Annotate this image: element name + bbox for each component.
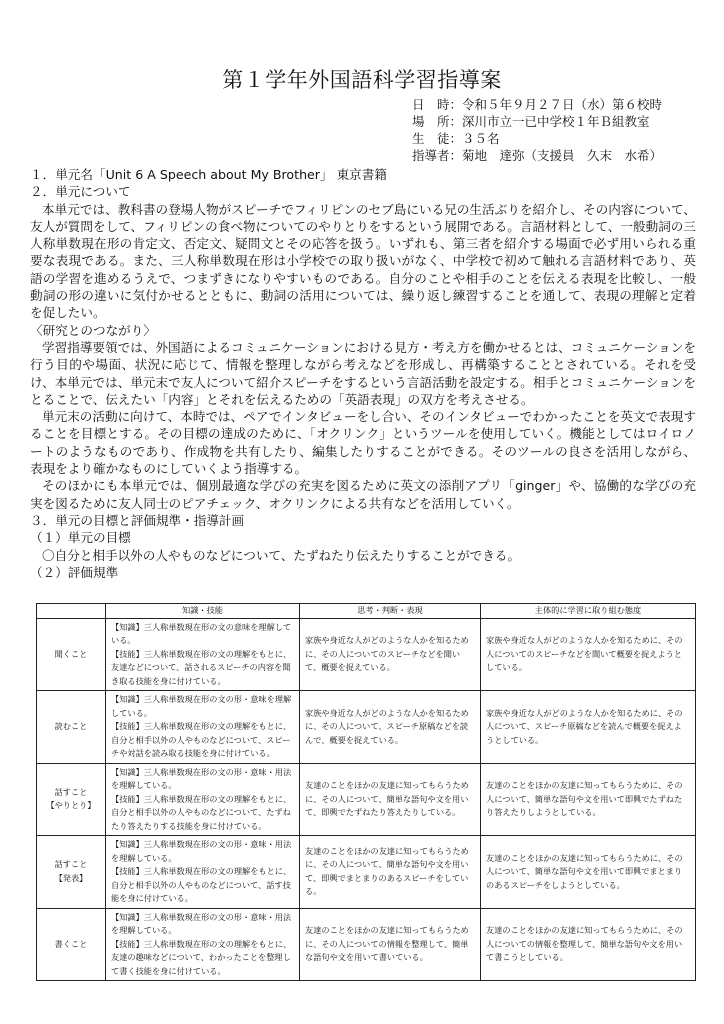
skill-subtype: 【発表】 [54, 872, 88, 883]
attitude-cell: 家族や身近な人がどのような人かを知るために、その人について、スピーチ原稿などを読んで概要を捉えようとしている。 [481, 691, 696, 764]
skill-text: 【技能】三人称単数現在形の文の理解をもとに、自分と相手以外の人やものなどについて、話す技能を身に付けている。 [111, 866, 292, 903]
meta-value: 深川市立一已中学校１年Ｂ組教室 [462, 114, 650, 129]
knowledge-cell [106, 618, 300, 691]
research-paragraph-3: そのほかにも本単元では、個別最適な学びの充実を図るために英文の添削アプリ「ginger」や、協働的な学びの充実を図るために友人同士のピアチェック、オクリンクによる共有などを活用していく。 [30, 478, 696, 511]
evaluation-subheading: （２）評価規準 [30, 564, 119, 580]
table-header: 知識・技能 [106, 604, 300, 619]
thinking-cell: 家族や身近な人がどのような人かを知るために、その人についてのスピーチなどを聞いて、概要を捉えている。 [300, 618, 481, 691]
attitude-cell: 友達のことをほかの友達に知ってもらうために、その人について、簡単な語句や文を用いて即興でたずねたり答えたりしようとしている。 [481, 763, 696, 836]
thinking-cell: 友達のことをほかの友達に知ってもらうために、その人について、簡単な語句や文を用いて、即興でまとまりのあるスピーチをしている。 [300, 836, 481, 909]
knowledge-cell [106, 908, 300, 981]
meta-value: 令和５年９月２７日（水）第６校時 [462, 97, 663, 112]
table-row [37, 763, 696, 836]
document-body [30, 166, 696, 581]
table-header [37, 604, 106, 619]
skill-cell [37, 836, 106, 909]
table-row [37, 836, 696, 909]
evaluation-table [36, 603, 696, 981]
meta-students [412, 130, 662, 147]
skill-cell: 書くこと [37, 908, 106, 981]
attitude-cell: 家族や身近な人がどのような人かを知るために、その人についてのスピーチなどを聞いて概要を捉えようとしている。 [481, 618, 696, 691]
thinking-cell: 友達のことをほかの友達に知ってもらうために、その人についての情報を整理して、簡単な語句や文を用いて書いている。 [300, 908, 481, 981]
knowledge-text: 【知識】三人称単数現在形の文の形・意味を理解している。 [111, 694, 292, 718]
meta-label: 日 時： [412, 97, 463, 112]
skill-subtype: 【やりとり】 [46, 800, 96, 811]
unit-about-paragraph: 本単元では、教科書の登場人物がスピーチでフィリピンのセブ島にいる兄の生活ぶりを紹介し、その内容について、友人が質問をして、フィリピンの食べ物についてのやりとりをするという展開である。言語材料として、一般動詞の三人称単数現在形の肯定文、否定文、疑問文とその応答を扱う。いずれも、第三者を紹介する場面で必ず用いられる重要な表現である。また、三人称単数現在形は小学校での取り扱いがなく、中学校で初めて触れる言語材料であり、英語の学習を進めるうえで、つまずきになりやすいものである。自分のことや相手のことを伝える表現を比較し、一般動詞の形の違いに気付かせるとともに、動詞の活用については、繰り返し練習することを通して、表現の理解と定着を促したい。 [30, 201, 697, 321]
knowledge-cell [106, 691, 300, 764]
table-row [37, 691, 696, 764]
meta-date [412, 96, 662, 113]
skill-text: 【技能】三人称単数現在形の文の理解をもとに、自分と相手以外の人やものなどについて、スピーチや対話を読み取る技能を身に付けている。 [111, 721, 292, 758]
meta-label: 指導者： [412, 148, 463, 163]
skill-text: 【技能】三人称単数現在形の文の理解をもとに、友達の趣味などについて、わかったことを整理して書く技能を身に付けている。 [111, 938, 292, 976]
table-header: 思考・判断・表現 [300, 604, 481, 619]
table-row [37, 908, 696, 981]
unit-name-heading: １．単元名「Unit 6 A Speech about My Brother」 東京書籍 [30, 167, 387, 182]
table-header-row [37, 604, 696, 619]
thinking-cell: 友達のことをほかの友達に知ってもらうために、その人について、簡単な語句や文を用いて、即興でたずねたり答えたりしている。 [300, 763, 481, 836]
meta-place [412, 113, 662, 130]
meta-teacher [412, 147, 662, 164]
thinking-cell: 家族や身近な人がどのような人かを知るために、その人について、スピーチ原稿などを読んで、概要を捉えている。 [300, 691, 481, 764]
unit-goal-text: 〇自分と相手以外の人やものなどについて、たずねたり伝えたりすることができる。 [42, 547, 521, 563]
skill-name: 話すこと [54, 786, 88, 797]
skill-cell: 聞くこと [37, 618, 106, 691]
research-paragraph-1: 学習指導要領では、外国語によるコミュニケーションにおける見方・考え方を働かせるとは、コミュニケーションを行う目的や場面、状況に応じて、情報を整理しながら考えなどを形成し、再構築することとされている。それを受け、本単元では、単元末で友人について紹介スピーチをするという言語活動を設定する。相手とコミュニケーションをとることで、伝えたい「内容」とそれを伝えるための「英語表現」の双方を考えさせる。 [30, 339, 696, 407]
knowledge-text: 【知識】三人称単数現在形の文の形・意味・用法を理解している。 [111, 766, 292, 790]
table-header: 主体的に学習に取り組む態度 [481, 604, 696, 619]
attitude-cell: 友達のことをほかの友達に知ってもらうために、その人について、簡単な語句や文を用いて即興でまとまりのあるスピーチをしようとしている。 [481, 836, 696, 909]
research-paragraph-2: 単元末の活動に向けて、本時では、ペアでインタビューをし合い、そのインタビューでわかったことを英文で表現することを目標とする。その目標の達成のために、「オクリンク」というツールを使用していく。機能としてはロイロノートのようなものであり、作成物を共有したり、編集したりすることができる。そのツールの良さを活用しながら、表現をより確かなものにしていくよう指導する。 [30, 409, 696, 477]
meta-value: ３５名 [462, 131, 500, 146]
knowledge-cell [106, 836, 300, 909]
knowledge-text: 【知識】三人称単数現在形の文の形・意味・用法を理解している。 [111, 839, 292, 863]
table-row [37, 618, 696, 691]
knowledge-text: 【知識】三人称単数現在形の文の形・意味・用法を理解している。 [111, 911, 292, 935]
goals-heading: ３．単元の目標と評価規準・指導計画 [30, 512, 245, 528]
skill-text: 【技能】三人称単数現在形の文の理解をもとに、自分と相手以外の人やものなどについて、たずねたり答えたりする技能を身に付けている。 [111, 793, 292, 831]
skill-cell [37, 763, 106, 836]
attitude-cell: 友達のことをほかの友達に知ってもらうために、その人についての情報を整理して、簡単な語句や文を用いて書こうとしている。 [481, 908, 696, 981]
skill-cell: 読むこと [37, 691, 106, 764]
page-title: 第１学年外国語科学習指導案 [222, 68, 502, 92]
unit-goal-subheading: （１）単元の目標 [30, 530, 131, 546]
research-heading: 〈研究とのつながり〉 [30, 322, 156, 338]
knowledge-cell [106, 763, 300, 836]
unit-about-heading: ２．単元について [30, 184, 131, 200]
lesson-meta [412, 96, 662, 164]
knowledge-text: 【知識】三人称単数現在形の文の意味を理解している。 [111, 621, 292, 645]
meta-value: 菊地 達弥（支援員 久末 水希） [462, 148, 663, 163]
skill-text: 【技能】三人称単数現在形の文の理解をもとに、友達などについて、話されるスピーチの内容を聞き取る技能を身に付けている。 [111, 648, 292, 686]
meta-label: 生 徒： [412, 131, 463, 146]
skill-name: 話すこと [54, 859, 88, 870]
meta-label: 場 所： [412, 114, 463, 129]
